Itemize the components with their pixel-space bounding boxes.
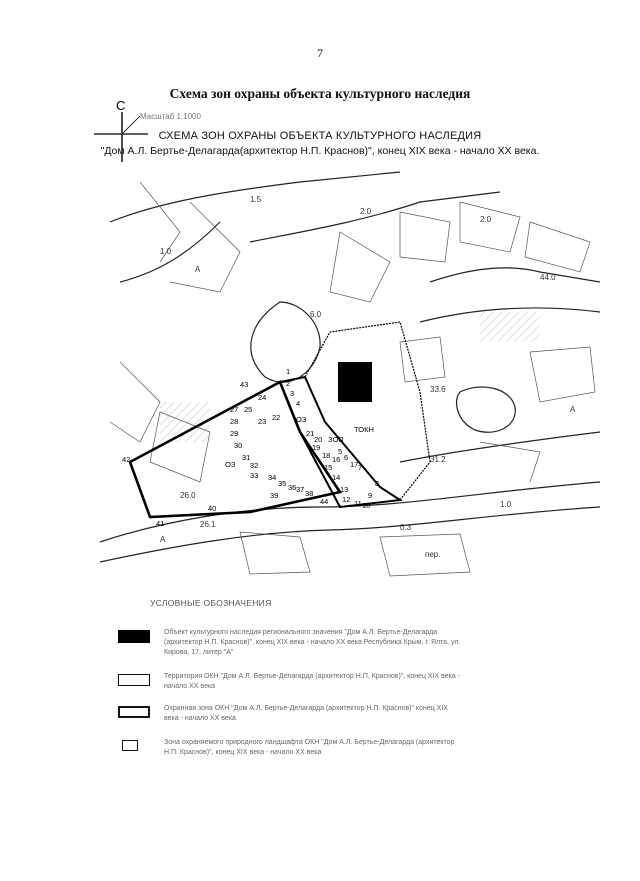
map-label: 10	[362, 501, 371, 510]
map-label: 42	[122, 455, 131, 464]
map-label: 44	[320, 497, 329, 506]
legend-symbol-filled	[118, 630, 150, 643]
map-label: 17	[350, 460, 359, 469]
map-label: А	[160, 535, 166, 544]
scale-label: Масштаб 1:1000	[140, 112, 201, 121]
page-number: 7	[317, 46, 323, 60]
legend-text: Зона охраняемого природного ландшафта ОКН "Дом А.Л. Бертье-Делагарда (архитектор Н.П. Краснов)", конец XIX века - начало XX века	[164, 739, 455, 756]
map-label: 43	[240, 380, 249, 389]
page-title: Схема зон охраны объекта культурного наследия	[169, 86, 471, 101]
map-label: А	[570, 405, 576, 414]
map-label: 14	[332, 473, 341, 482]
map-label: 31.2	[430, 455, 446, 464]
legend-symbol-outline	[118, 674, 150, 686]
map-label: 24	[258, 393, 267, 402]
map-label: 13	[340, 485, 349, 494]
map-label: 2.0	[360, 207, 372, 216]
map-label: А	[195, 265, 201, 274]
map-label: 4	[296, 399, 301, 408]
map-label: 44.0	[540, 273, 556, 282]
map-label: 31	[242, 453, 251, 462]
legend-text: Охранная зона ОКН "Дом А.Л. Бертье-Делагарда (архитектор Н.П. Краснов)" конец XIX века - начало XX века	[164, 705, 448, 722]
map-label: 23	[258, 417, 267, 426]
map-label: 11	[354, 499, 362, 508]
legend-text: Объект культурного наследия регионального значения "Дом А.Л. Бертье-Делагарда (архитектор Н.П. Краснов)", конец XIX века - начало XX века Республика Крым, г. Ялта, ул. Кирова, 17, литер "А"	[164, 629, 461, 656]
map-label: 1.0	[500, 500, 512, 509]
map-label: 6.0	[310, 310, 322, 319]
map-label: 28	[230, 417, 239, 426]
map-label: 32	[250, 461, 259, 470]
map-label: 34	[268, 473, 277, 482]
map-label: 16	[332, 455, 341, 464]
zone-map	[100, 162, 600, 582]
map-label: 25	[244, 405, 253, 414]
legend-text: Территория ОКН "Дом А.Л. Бертье-Делагарда (архитектор Н.П. Краснов)", конец XIX века - начало XX века	[164, 673, 461, 690]
map-title-line2: "Дом А.Л. Бертье-Делагарда(архитектор Н.П. Краснов)", конец XIX века - начало XX века.	[100, 145, 540, 157]
map-label: 5	[338, 447, 343, 456]
map-label: 26.1	[200, 520, 216, 529]
map-label: 1.5	[250, 195, 262, 204]
zone-zop-label: ЗОП	[328, 435, 344, 444]
map-label: 1	[286, 367, 291, 376]
map-label: 1.0	[160, 247, 172, 256]
map-title-line1: СХЕМА ЗОН ОХРАНЫ ОБЪЕКТА КУЛЬТУРНОГО НАСЛЕДИЯ	[158, 130, 482, 142]
legend-title: УСЛОВНЫЕ ОБОЗНАЧЕНИЯ	[150, 598, 272, 608]
map-label: 2.0	[480, 215, 492, 224]
legend-symbol-thick	[118, 706, 150, 718]
map-label: 9	[368, 491, 373, 500]
map-label: 21	[306, 429, 315, 438]
map-label: 26.0	[180, 491, 196, 500]
map-label: 41	[156, 519, 165, 528]
map-label: 22	[272, 413, 281, 422]
zone-oz-label-2: ОЗ	[225, 460, 236, 469]
map-label: 19	[312, 443, 321, 452]
map-label: 7	[358, 463, 363, 472]
map-label: 3	[290, 389, 295, 398]
map-label: 18	[322, 451, 331, 460]
map-label: 0.3	[400, 523, 412, 532]
map-label: 39	[270, 491, 279, 500]
map-label: 40	[208, 504, 217, 513]
tokn-label: ТОКН	[354, 425, 374, 434]
map-label: 20	[314, 435, 323, 444]
map-label: 30	[234, 441, 243, 450]
map-label: 33	[250, 471, 259, 480]
map-label: 35	[278, 479, 287, 488]
heritage-object	[338, 362, 372, 402]
compass-letter: С	[116, 98, 126, 113]
map-label: 15	[324, 463, 333, 472]
legend-symbol-thin	[122, 740, 138, 751]
map-label: 29	[230, 429, 239, 438]
map-label: 37	[296, 485, 305, 494]
map-label: 36	[288, 483, 297, 492]
map-label: 33.6	[430, 385, 446, 394]
zone-oz-label: ОЗ	[296, 415, 307, 424]
map-label: пер.	[425, 550, 441, 559]
map-label: 12	[342, 495, 351, 504]
map-label: 38	[305, 489, 314, 498]
map-label: 27	[230, 405, 239, 414]
map-label: 6	[344, 453, 349, 462]
map-label: 8	[375, 479, 380, 488]
map-label: 2	[286, 379, 291, 388]
